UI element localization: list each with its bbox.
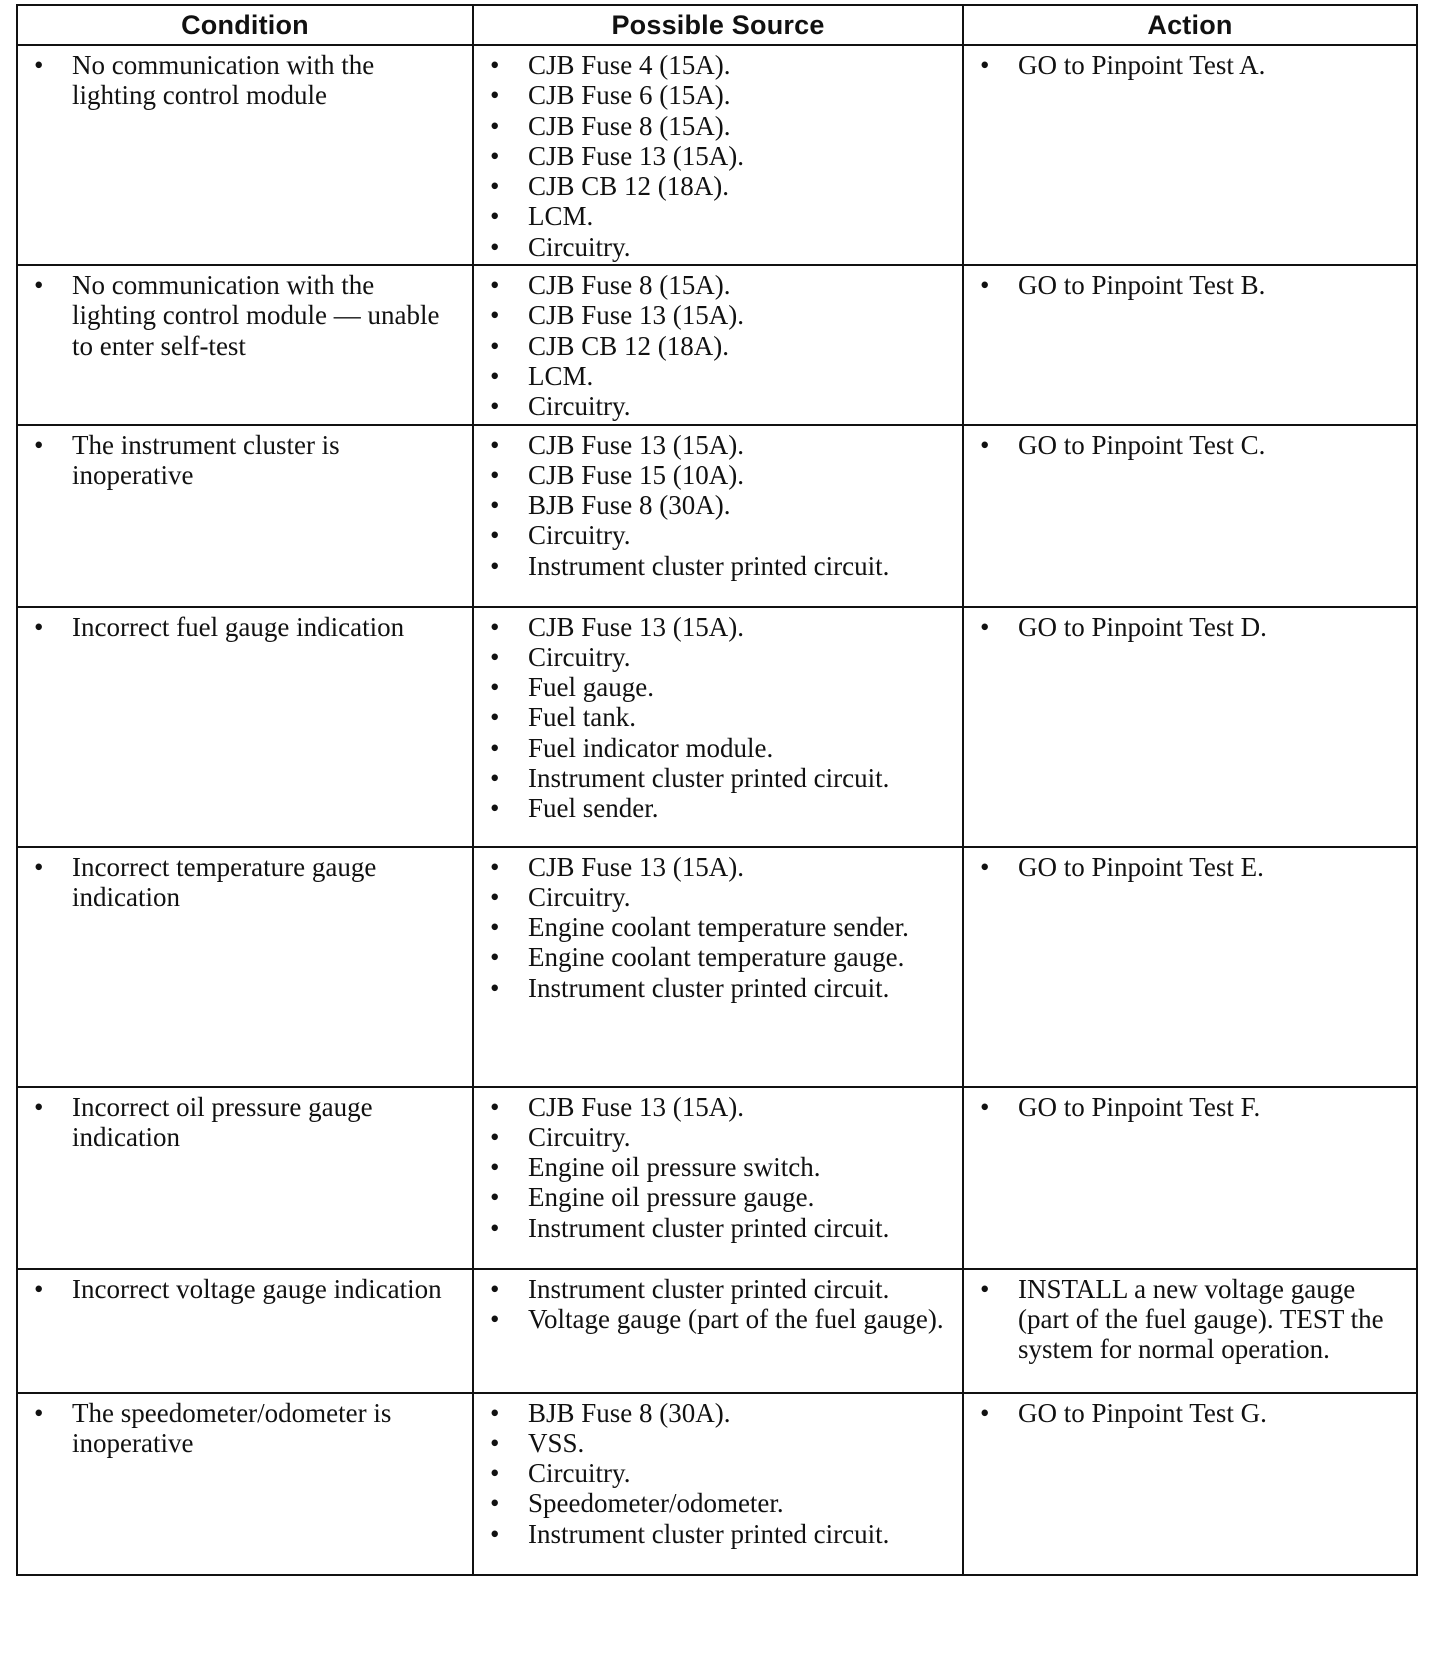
- table-row: [17, 1087, 1417, 1269]
- condition-list: [26, 852, 460, 913]
- condition-cell: [17, 847, 473, 1087]
- action-list: [972, 852, 1404, 882]
- action-text: • GO to Pinpoint Test D.: [972, 612, 1404, 642]
- source-list: [482, 1274, 950, 1335]
- action-cell: [963, 265, 1417, 424]
- source-item: • Circuitry.: [482, 882, 950, 912]
- source-list: [482, 1398, 950, 1549]
- source-item: • CJB Fuse 13 (15A).: [482, 141, 950, 171]
- table-row: [17, 847, 1417, 1087]
- condition-text: • Incorrect fuel gauge indication: [26, 612, 460, 642]
- source-item: • Circuitry.: [482, 232, 950, 262]
- table-row: [17, 607, 1417, 847]
- table-row: [17, 265, 1417, 424]
- source-item: • Fuel sender.: [482, 793, 950, 823]
- table-row: [17, 1393, 1417, 1575]
- condition-list: [26, 1092, 460, 1153]
- condition-text: • Incorrect oil pressure gauge indication: [26, 1092, 460, 1153]
- condition-list: [26, 1398, 460, 1459]
- action-list: [972, 612, 1404, 642]
- source-item: • Instrument cluster printed circuit.: [482, 973, 950, 1003]
- condition-cell: [17, 1087, 473, 1269]
- table-row: [17, 1269, 1417, 1393]
- source-item: • CJB Fuse 13 (15A).: [482, 1092, 950, 1122]
- source-item: • CJB Fuse 13 (15A).: [482, 612, 950, 642]
- source-item: • Instrument cluster printed circuit.: [482, 1519, 950, 1549]
- source-item: • Engine coolant temperature sender.: [482, 912, 950, 942]
- source-item: • CJB Fuse 13 (15A).: [482, 852, 950, 882]
- source-item: • Fuel indicator module.: [482, 733, 950, 763]
- source-item: • Instrument cluster printed circuit.: [482, 1274, 950, 1304]
- source-item: • Fuel gauge.: [482, 672, 950, 702]
- condition-cell: [17, 1269, 473, 1393]
- source-list: [482, 270, 950, 421]
- header-possible-source: Possible Source: [473, 5, 963, 45]
- action-text: • GO to Pinpoint Test G.: [972, 1398, 1404, 1428]
- condition-cell: [17, 265, 473, 424]
- condition-list: [26, 612, 460, 642]
- possible-source-cell: [473, 1269, 963, 1393]
- source-item: • Circuitry.: [482, 1122, 950, 1152]
- action-cell: [963, 425, 1417, 607]
- source-item: • CJB Fuse 8 (15A).: [482, 270, 950, 300]
- condition-text: • The speedometer/odometer is inoperative: [26, 1398, 460, 1459]
- condition-text: • Incorrect voltage gauge indication: [26, 1274, 460, 1304]
- action-text: • GO to Pinpoint Test E.: [972, 852, 1404, 882]
- condition-text: • No communication with the lighting control module — unable to enter self-test: [26, 270, 460, 361]
- condition-list: [26, 50, 460, 111]
- source-item: • CJB Fuse 6 (15A).: [482, 80, 950, 110]
- action-cell: [963, 1393, 1417, 1575]
- source-item: • Speedometer/odometer.: [482, 1488, 950, 1518]
- action-cell: [963, 1269, 1417, 1393]
- diagnostic-table-page: [16, 4, 1416, 1576]
- action-list: [972, 430, 1404, 460]
- condition-list: [26, 430, 460, 491]
- condition-cell: [17, 607, 473, 847]
- possible-source-cell: [473, 607, 963, 847]
- possible-source-cell: [473, 1087, 963, 1269]
- condition-list: [26, 270, 460, 361]
- condition-list: [26, 1274, 460, 1304]
- condition-cell: [17, 45, 473, 265]
- action-text: • INSTALL a new voltage gauge (part of the fuel gauge). TEST the system for normal operation.: [972, 1274, 1404, 1365]
- action-text: • GO to Pinpoint Test C.: [972, 430, 1404, 460]
- action-cell: [963, 607, 1417, 847]
- condition-text: • The instrument cluster is inoperative: [26, 430, 460, 491]
- condition-text: • No communication with the lighting control module: [26, 50, 460, 111]
- source-list: [482, 50, 950, 262]
- condition-cell: [17, 1393, 473, 1575]
- condition-text: • Incorrect temperature gauge indication: [26, 852, 460, 913]
- action-list: [972, 1398, 1404, 1428]
- source-item: • LCM.: [482, 361, 950, 391]
- source-item: • Fuel tank.: [482, 702, 950, 732]
- header-action: Action: [963, 5, 1417, 45]
- action-list: [972, 50, 1404, 80]
- action-text: • GO to Pinpoint Test F.: [972, 1092, 1404, 1122]
- source-item: • Engine oil pressure gauge.: [482, 1182, 950, 1212]
- source-item: • CJB Fuse 4 (15A).: [482, 50, 950, 80]
- source-list: [482, 430, 950, 581]
- header-condition: Condition: [17, 5, 473, 45]
- action-list: [972, 1274, 1404, 1365]
- source-item: • CJB Fuse 15 (10A).: [482, 460, 950, 490]
- source-item: • Circuitry.: [482, 1458, 950, 1488]
- source-item: • Circuitry.: [482, 391, 950, 421]
- source-item: • Circuitry.: [482, 520, 950, 550]
- source-item: • Engine oil pressure switch.: [482, 1152, 950, 1182]
- symptom-chart-table: [16, 4, 1418, 1576]
- source-list: [482, 852, 950, 1003]
- action-text: • GO to Pinpoint Test A.: [972, 50, 1404, 80]
- source-item: • CJB CB 12 (18A).: [482, 171, 950, 201]
- table-row: [17, 425, 1417, 607]
- source-list: [482, 612, 950, 824]
- source-item: • Instrument cluster printed circuit.: [482, 763, 950, 793]
- possible-source-cell: [473, 45, 963, 265]
- source-item: • CJB Fuse 13 (15A).: [482, 430, 950, 460]
- action-cell: [963, 847, 1417, 1087]
- source-item: • Voltage gauge (part of the fuel gauge).: [482, 1304, 950, 1334]
- source-item: • Instrument cluster printed circuit.: [482, 551, 950, 581]
- source-item: • LCM.: [482, 201, 950, 231]
- source-item: • Instrument cluster printed circuit.: [482, 1213, 950, 1243]
- source-item: • CJB Fuse 13 (15A).: [482, 300, 950, 330]
- source-item: • BJB Fuse 8 (30A).: [482, 1398, 950, 1428]
- action-cell: [963, 1087, 1417, 1269]
- possible-source-cell: [473, 1393, 963, 1575]
- action-cell: [963, 45, 1417, 265]
- possible-source-cell: [473, 265, 963, 424]
- possible-source-cell: [473, 847, 963, 1087]
- action-list: [972, 1092, 1404, 1122]
- possible-source-cell: [473, 425, 963, 607]
- source-list: [482, 1092, 950, 1243]
- header-row: [17, 5, 1417, 45]
- source-item: • VSS.: [482, 1428, 950, 1458]
- condition-cell: [17, 425, 473, 607]
- source-item: • Engine coolant temperature gauge.: [482, 942, 950, 972]
- source-item: • BJB Fuse 8 (30A).: [482, 490, 950, 520]
- source-item: • CJB Fuse 8 (15A).: [482, 111, 950, 141]
- action-text: • GO to Pinpoint Test B.: [972, 270, 1404, 300]
- table-row: [17, 45, 1417, 265]
- source-item: • Circuitry.: [482, 642, 950, 672]
- source-item: • CJB CB 12 (18A).: [482, 331, 950, 361]
- action-list: [972, 270, 1404, 300]
